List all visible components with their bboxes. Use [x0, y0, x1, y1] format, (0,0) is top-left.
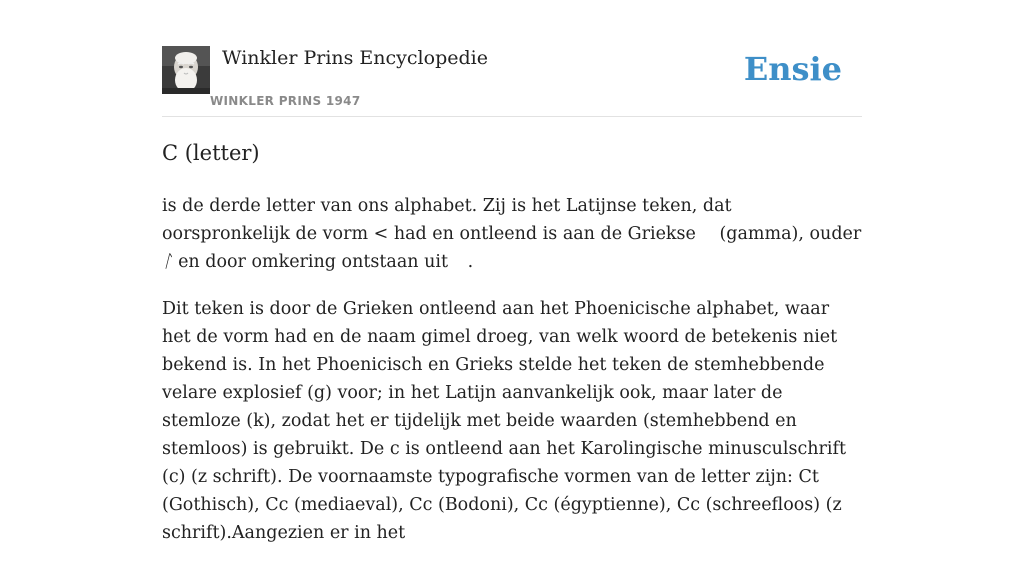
edition-label[interactable]: WINKLER PRINS 1947 [210, 94, 361, 108]
paragraph-1-part-1: is de derde letter van ons alphabet. Zij is het Latijnse teken, dat oorspronkelijk de vorm < had en ontleend is aan de Griekse [162, 196, 732, 244]
paragraph-1-part-4: . [467, 252, 474, 272]
article-title: C (letter) [162, 141, 260, 165]
site-title[interactable]: Winkler Prins Encyclopedie [222, 47, 488, 69]
paragraph-2: Dit teken is door de Grieken ontleend aan het Phoenicische alphabet, waar het de vorm had en de naam gimel droeg, van welk woord de betekenis niet bekend is. In het Phoenicisch en Grieks stelde het teken de stemhebbende velare explosief (g) voor; in het Latijn aanvankelijk ook, maar later de stemloze (k), zodat het er tijdelijk met beide waarden (stemhebbend en stemloos) is gebruikt. De c is ontleend aan het Karolingische minusculschrift (c) (z schrift). De voornaamste typografische vormen van de letter zijn: Ct (Gothisch), Cc (mediaeval), Cc (Bodoni), Cc (égyptienne), Cc (schreefloos) (z schrift).Aangezien er in het [162, 299, 847, 543]
paragraph-1 [162, 192, 862, 276]
portrait-image [162, 46, 210, 94]
brand-logo[interactable]: Ensie [743, 50, 842, 88]
paragraph-1-part-2: (gamma), ouder [719, 224, 862, 244]
paragraph-1-part-3: en door omkering ontstaan uit [178, 252, 449, 272]
site-header [162, 46, 862, 117]
author-avatar[interactable] [162, 46, 210, 94]
article-body [162, 192, 862, 566]
old-gamma-glyph: ᛚ [162, 252, 173, 272]
